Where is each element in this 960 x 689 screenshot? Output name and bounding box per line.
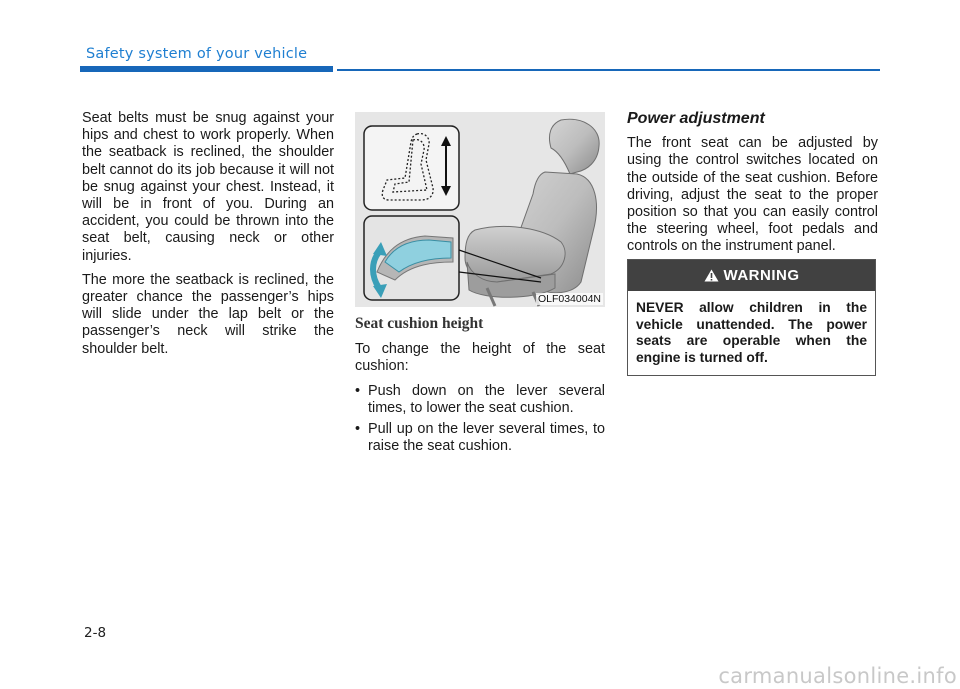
column-right	[627, 110, 878, 263]
warning-box	[627, 259, 876, 376]
paragraph: Seat belts must be snug against your hips and chest to work properly. When the seatback is reclined, the shoulder belt cannot do its job because it will not be snug against your chest. Instead, it will be in front of you. During an accident, you could be thrown into the seat belt, causing neck or other injuries.	[82, 110, 334, 264]
paragraph: To change the height of the seat cushion:	[355, 341, 605, 375]
warning-triangle-icon	[704, 269, 719, 282]
list-item: • Pull up on the lever several times, to raise the seat cushion.	[355, 421, 605, 455]
instruction-list	[355, 383, 605, 456]
seat-illustration	[355, 112, 605, 307]
warning-header	[628, 260, 875, 291]
header-rule-thin	[337, 69, 880, 71]
figure-code: OLF034004N	[537, 293, 601, 305]
header-rule-thick	[80, 66, 333, 72]
section-title: Safety system of your vehicle	[86, 46, 308, 62]
heading-seat-cushion-height: Seat cushion height	[355, 315, 484, 332]
list-item: • Push down on the lever several times, to lower the seat cushion.	[355, 383, 605, 417]
warning-text: NEVER allow children in the vehicle unattended. The power seats are operable when the engine is turned off.	[636, 300, 867, 365]
column-middle	[355, 315, 605, 459]
warning-label: WARNING	[723, 267, 800, 284]
heading-power-adjustment: Power adjustment	[627, 110, 765, 127]
page-number: 2-8	[84, 625, 107, 641]
seat-illustration-drawing	[355, 112, 605, 307]
paragraph: The more the seatback is reclined, the greater chance the passenger’s hips will slide under the lap belt or the passenger’s neck will strike the shoulder belt.	[82, 271, 334, 357]
watermark: carmanualsonline.info	[718, 664, 957, 688]
paragraph: The front seat can be adjusted by using the control switches located on the outside of the seat cushion. Before driving, adjust the seat to the proper position so that you can easily control the steering wheel, foot pedals and controls on the instrument panel.	[627, 135, 878, 255]
column-left	[82, 110, 334, 365]
